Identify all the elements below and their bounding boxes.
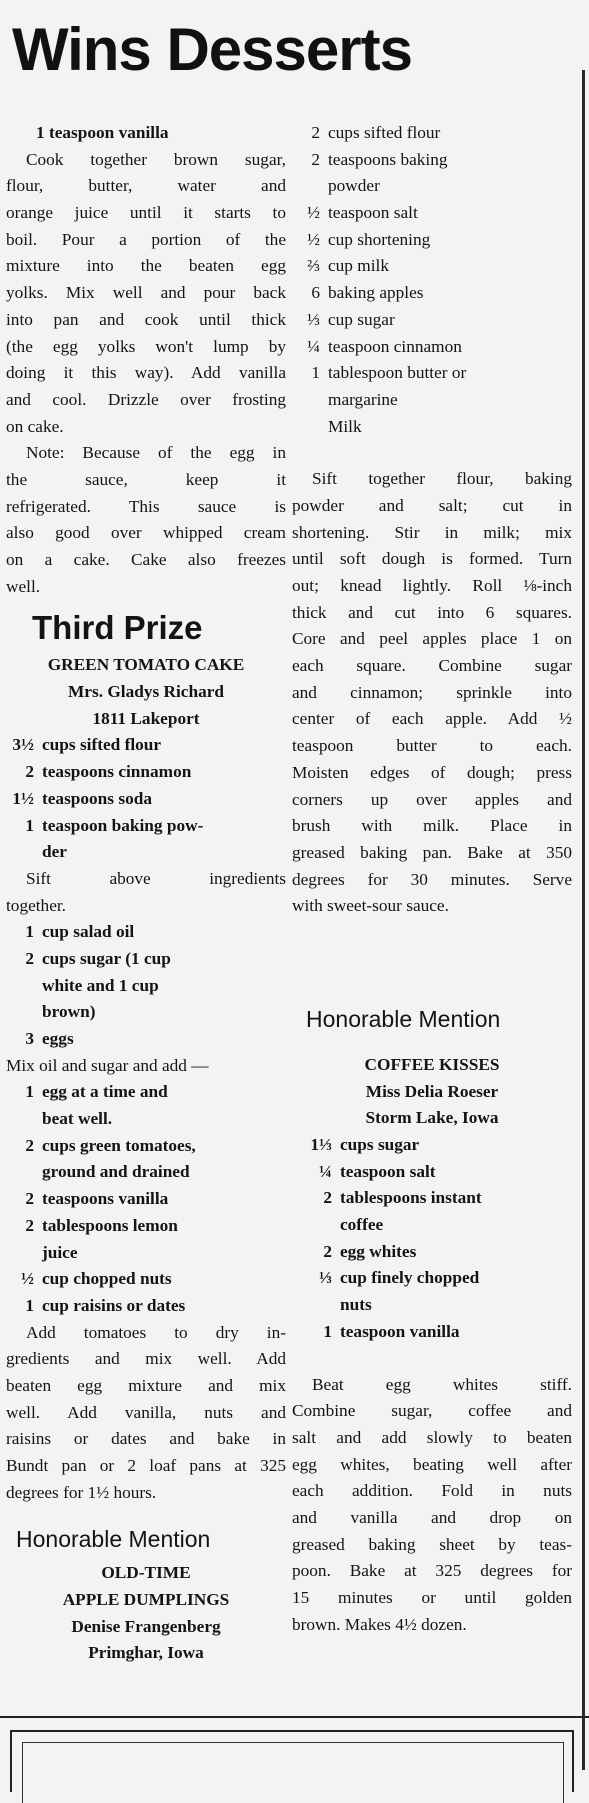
text-line: thick and cut into 6 squares. [292,602,572,622]
text-line: each square. Combine sugar [292,656,572,676]
ingredient-line [6,759,286,786]
ingredient-line [6,786,286,813]
ingredient-quantity: ⅔ [307,256,320,276]
ingredient-line [6,1186,286,1213]
ingredient-quantity: 2 [311,149,320,169]
text-line: orange juice until it starts to [6,203,286,223]
ingredient-text: teaspoon salt [328,203,418,223]
ingredient-quantity: ¼ [307,336,320,356]
ingredient-quantity: 1 [323,1321,332,1341]
recipe-title: COFFEE KISSES [364,1054,500,1074]
text-line: Note: Because of the egg in [26,443,286,463]
ingredient-text: ground and drained [42,1162,190,1182]
ingredient-line [292,307,572,334]
ingredient-text: teaspoons soda [42,788,152,808]
ingredient-quantity: ½ [21,1269,34,1289]
right-column [292,120,572,1638]
text-line: poon. Bake at 325 degrees for [292,1561,572,1581]
ingredient-line [6,1106,286,1133]
ingredient-text: cup sugar [328,309,395,329]
text-line: brush with milk. Place in [292,816,572,836]
ingredient-text: cups sifted flour [42,735,162,755]
ingredient-line [6,1213,286,1240]
ingredient-line [6,1133,286,1160]
ingredient-line [292,1265,572,1292]
headline: Wins Desserts [12,16,412,83]
text-line: out; knead lightly. Roll ⅛-inch [292,576,572,595]
text-line: yolks. Mix well and pour back [6,283,286,303]
recipe-address: 1811 Lakeport [92,708,200,728]
ingredient-text: cup chopped nuts [42,1269,172,1289]
ingredient-quantity: ½ [307,229,320,249]
text-line: salt and add slowly to beaten [292,1427,572,1447]
ingredient-line [6,946,286,973]
text-line: until soft dough is formed. Turn [292,549,572,569]
ingredient-line [292,387,572,414]
ingredient-line [6,919,286,946]
text-line: doing it this way). Add vanilla [6,363,286,383]
ingredient-quantity: ½ [307,203,320,223]
text-line: well. [6,576,41,596]
ingredient-line [292,1185,572,1212]
text-line: mixture into the beaten egg [6,256,286,276]
spacer [292,440,572,466]
text-line: Add tomatoes to dry in- [26,1322,286,1342]
ingredient-line [6,1026,286,1053]
ingredient-quantity: ¼ [319,1161,332,1181]
ingredient-quantity: ⅓ [319,1268,332,1288]
text-line: Bundt pan or 2 loaf pans at 325 [6,1456,286,1475]
spacer [292,972,572,998]
ingredient-text: coffee [340,1215,384,1235]
recipe-author: Denise Frangenberg [71,1616,221,1636]
text-line: raisins or dates and bake in [6,1429,286,1449]
ingredient-line [6,1266,286,1293]
ingredient-line [6,732,286,759]
ingredient-line [292,414,572,441]
ingredient-line [292,253,572,280]
ingredient-text: cup finely chopped [340,1268,480,1288]
ingredient-quantity: 3½ [12,735,34,755]
text-line: refrigerated. This sauce is [6,496,286,516]
ingredient-line [6,839,286,866]
ingredient-quantity: 2 [25,1215,34,1235]
ingredient-list [6,732,286,865]
ingredient-quantity: 6 [311,283,320,303]
ingredient-text: teaspoons cinnamon [42,762,192,782]
third-prize-heading: Third Prize [32,609,203,647]
ingredient-text: tablespoons instant [340,1188,482,1208]
ingredient-line [292,1159,572,1186]
ingredient-quantity: 1 [25,815,34,835]
text-line: well. Add vanilla, nuts and [6,1402,286,1422]
text-line: together. [6,895,66,915]
text-line: teaspoon butter to each. [292,736,572,756]
ingredient-text: cups green tomatoes, [42,1135,196,1155]
ingredient-text: teaspoon vanilla [340,1321,460,1341]
text-line: Sift together flour, baking [312,469,572,489]
bottom-rule [0,1716,589,1718]
recipe-address: Storm Lake, Iowa [365,1108,499,1128]
recipe-address: Primghar, Iowa [88,1643,204,1663]
text-line: Moisten edges of dough; press [292,762,572,782]
ingredient-quantity: 2 [25,1189,34,1209]
ingredient-text: nuts [340,1295,372,1315]
ingredient-text: beat well. [42,1109,113,1129]
ingredient-text: tablespoons lemon [42,1215,178,1235]
ingredient-list [292,120,572,440]
text-line: flour, butter, water and [6,176,286,196]
text-line: and cool. Drizzle over frosting [6,389,286,409]
text-line: greased baking pan. Bake at 350 [292,842,572,862]
ingredient-text: cup shortening [328,229,431,249]
ingredient-list [6,1079,286,1319]
ingredient-quantity: 2 [311,123,320,142]
text-line: (the egg yolks won't lump by [6,336,286,356]
ingredient-text: brown) [42,1002,96,1022]
text-line: gredients and mix well. Add [6,1349,286,1369]
ingredient-line [6,813,286,840]
ingredient-line [6,999,286,1026]
text-line: Beat egg whites stiff. [312,1374,572,1394]
spacer [292,1040,572,1052]
ingredient-text: teaspoons vanilla [42,1189,169,1209]
ingredient-line [6,973,286,1000]
ingredient-quantity: 1⅓ [310,1135,332,1154]
ingredient-text: der [42,842,67,862]
ingredient-text: white and 1 cup [42,975,159,995]
ingredient-text: eggs [42,1029,74,1048]
ingredient-text: cup milk [328,256,389,276]
ingredient-text: Milk [328,416,362,436]
ingredient-text: tablespoon butter or [328,363,467,383]
text-line: egg whites, beating well after [292,1454,572,1474]
ingredient-line [292,1292,572,1319]
ingredient-quantity: 1 [311,363,320,383]
ingredient-text: cup raisins or dates [42,1295,186,1315]
ingredient-line [292,173,572,200]
ingredient-quantity: 2 [25,948,34,968]
ingredient-text: teaspoon baking pow- [42,815,204,835]
ingredient-text: margarine [328,389,398,409]
text-line: Core and peel apples place 1 on [292,629,572,649]
ingredient-text: cups sugar [340,1135,420,1154]
text-line: with sweet-sour sauce. [292,896,449,916]
text-line: boil. Pour a portion of the [6,229,286,249]
ingredient-text: powder [328,176,380,196]
text-line: beaten egg mixture and mix [6,1375,286,1395]
ingredient-line [292,200,572,227]
ingredient-line [6,1293,286,1320]
text-line: 15 minutes or until golden [292,1588,572,1607]
ingredient-line [292,147,572,174]
ingredient-line [6,1079,286,1106]
spacer [292,1346,572,1372]
ingredient-text: teaspoon salt [340,1161,436,1181]
recipe-title: GREEN TOMATO CAKE [47,655,245,675]
column-rule [582,70,585,1770]
text-line: also good over whipped cream [6,523,286,543]
text-line: into pan and cook until thick [6,309,286,329]
text-line: on cake. [6,416,64,436]
ingredient-text: baking apples [328,283,424,303]
ingredient-line [292,334,572,361]
ingredient-quantity: 2 [323,1241,332,1261]
ingredient-line [292,1132,572,1159]
directions [292,1372,572,1639]
recipe-title: OLD-TIME [101,1563,191,1583]
directions [6,1320,286,1507]
honorable-mention-heading: Honorable Mention [16,1526,211,1553]
ingredient-quantity: 2 [323,1188,332,1208]
recipe-title: APPLE DUMPLINGS [62,1590,230,1610]
text-line: powder and salt; cut in [292,495,572,515]
ingredient-text: teaspoons baking [328,149,448,169]
ingredient-text: egg at a time and [42,1082,168,1102]
ingredient-quantity: ⅓ [307,309,320,329]
text-line: corners up over apples and [292,789,572,809]
honorable-mention-heading: Honorable Mention [306,1005,501,1032]
text-line: Cook together brown sugar, [26,149,286,169]
directions [292,466,572,920]
note [6,440,286,600]
sauce-top [6,120,286,440]
text-line: and vanilla and drop on [292,1507,572,1527]
text-line: each addition. Fold in nuts [292,1481,572,1501]
ingredient-text: cups sugar (1 cup [42,948,171,968]
text-line: the sauce, keep it [6,469,286,489]
text-line: shortening. Stir in milk; mix [292,522,572,542]
text-line: on a cake. Cake also freezes [6,550,286,569]
text-line: Sift above ingredients [26,868,286,888]
ingredient-line [292,227,572,254]
ingredient-quantity: 1½ [12,788,34,808]
ingredient-line [292,360,572,387]
ingredient-text: egg whites [340,1241,417,1261]
ingredient-text: teaspoon cinnamon [328,336,462,356]
spacer [292,920,572,972]
text-line: and cinnamon; sprinkle into [292,682,572,702]
ingredient-line: 1 teaspoon vanilla [36,123,169,142]
ingredient-line [292,1239,572,1266]
ingredient-list [292,1132,572,1346]
next-article-inner-box [22,1742,564,1803]
text-line: degrees for 30 minutes. Serve [292,869,572,889]
ingredient-text: cup salad oil [42,922,135,942]
text-line: Mix oil and sugar and add — [6,1055,209,1075]
ingredient-list [6,919,286,1052]
ingredient-line [6,1159,286,1186]
ingredient-text: cups sifted flour [328,123,441,142]
text-line: greased baking sheet by teas- [292,1534,572,1554]
ingredient-quantity: 1 [25,922,34,942]
ingredient-line [292,120,572,147]
ingredient-quantity: 2 [25,762,34,782]
ingredient-quantity: 1 [25,1082,34,1102]
ingredient-line [292,1212,572,1239]
text-line: degrees for 1½ hours. [6,1482,157,1502]
ingredient-quantity: 3 [25,1029,34,1048]
ingredient-quantity: 1 [25,1295,34,1315]
ingredient-text: juice [42,1242,78,1262]
ingredient-line [6,1240,286,1267]
text-line: brown. Makes 4½ dozen. [292,1614,467,1634]
ingredient-line [292,280,572,307]
ingredient-line [292,1319,572,1346]
text-line: Combine sugar, coffee and [292,1401,572,1421]
recipe-author: Miss Delia Roeser [365,1081,499,1101]
left-column [6,120,286,1667]
recipe-author: Mrs. Gladys Richard [67,682,224,702]
text-line: center of each apple. Add ½ [292,709,572,729]
ingredient-quantity: 2 [25,1135,34,1155]
